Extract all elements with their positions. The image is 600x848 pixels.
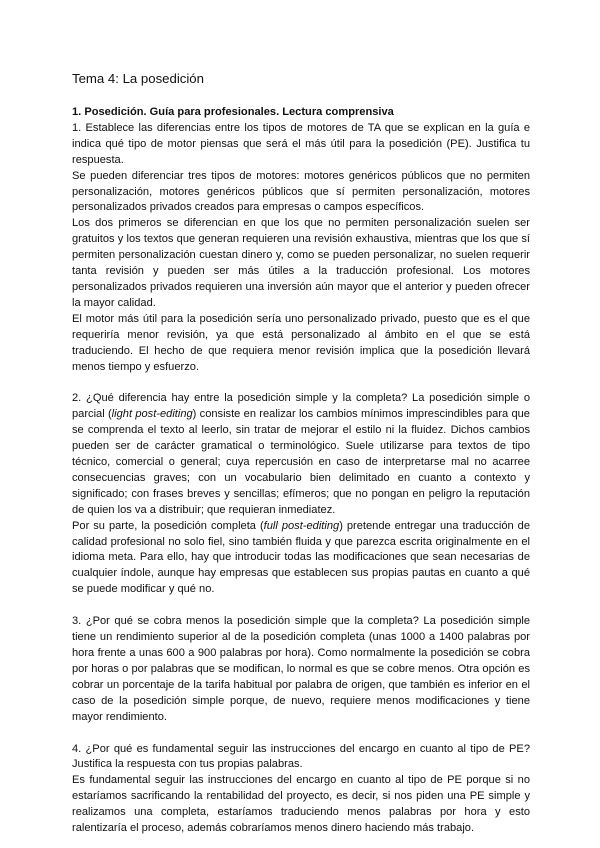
question-2-block bbox=[72, 391, 530, 598]
question-1-text: 1. Establece las diferencias entre los tipos de motores de TA que se explican en la guía e indica qué tipo de motor piensas que será el más útil para la posedición (PE). Justifica tu respuesta. bbox=[72, 121, 530, 166]
term-light-post-editing: light post-editing bbox=[111, 408, 193, 421]
paragraph-gap bbox=[72, 726, 530, 742]
q2-text-a: 2. ¿Qué diferencia hay entre la posedición simple y la completa? La posedición simple o parcial ( bbox=[72, 392, 530, 421]
document-title: Tema 4: La posedición bbox=[72, 71, 204, 86]
question-1-answer-paragraph: El motor más útil para la posedición sería uno personalizado privado, puesto que es el que requeriría menor revisión, ya que está personalizado al ámbito en el que se está traduciendo. El hecho de que requiera menor revisión implica que la posedición llevará menos tiempo y esfuerzo. bbox=[72, 312, 530, 373]
question-4-answer: Es fundamental seguir las instrucciones del encargo en cuanto al tipo de PE porque si no estaríamos sacrificando la rentabilidad del proyecto, es decir, si nos piden una PE simple y realizamos una completa, estaríamos traduciendo menos palabras por hora y esto ralentizaría el proceso, además cobraríamos menos dinero haciendo más trabajo. bbox=[72, 774, 530, 835]
question-3-block bbox=[72, 614, 530, 725]
q2-text-b: ) consiste en realizar los cambios mínimos imprescindibles para que se comprenda el texto al leerlo, sin tratar de mejorar el estilo ni la fluidez. Dichos cambios pueden ser de carácter gramatical o terminológico. Suele utilizarse para textos de tipo técnico, comercial o general; cuya repercusión en caso de interpretarse mal no acarree consecuencias graves; con un vocabulario bien delimitado en cuanto a contexto y significado; con frases breves y sencillas; efímeros; que no pongan en peligro la reputación de quien los va a distribuir; que requieran inmediatez. bbox=[72, 408, 530, 516]
question-3-text: 3. ¿Por qué se cobra menos la posedición simple que la completa? La posedición simple tiene un rendimiento superior al de la posedición completa (unas 1000 a 1400 palabras por hora frente a unas 600 a 900 palabras por hora). Como normalmente la posedición se cobra por horas o por palabras que se modifican, lo normal es que se cobre menos. Otra opción es cobrar un porcentaje de la tarifa habitual por palabra de origen, que también es inferior en el caso de la posedición simple porque, de nuevo, requiere menos modificaciones y tiene mayor rendimiento. bbox=[72, 615, 530, 723]
question-1-block bbox=[72, 121, 530, 376]
question-1-answer-paragraph: Los dos primeros se diferencian en que los que no permiten personalización suelen ser gratuitos y los textos que generan requieren una revisión exhaustiva, mientras que los que sí permiten personalización cuestan dinero y, como se pueden personalizar, no suelen requerir tanta revisión y pueden ser más útiles a la traducción profesional. Los motores personalizados privados requieren una inversión aún mayor que el anterior y pueden ofrecer la mayor calidad. bbox=[72, 217, 530, 309]
question-4-block bbox=[72, 742, 530, 837]
document-page bbox=[72, 70, 530, 837]
question-1-answer-paragraph: Se pueden diferenciar tres tipos de motores: motores genéricos públicos que no permiten personalización, motores genéricos públicos que sí permiten personalización, motores personalizados privados creados para empresas o campos específicos. bbox=[72, 169, 530, 214]
question-2-paragraph-2 bbox=[72, 519, 530, 599]
question-2-paragraph-1 bbox=[72, 391, 530, 518]
paragraph-gap bbox=[72, 598, 530, 614]
q2-text-d: ) pretende entregar una traducción de calidad profesional no solo fiel, sino también fluida y que parezca escrita originalmente en el idioma meta. Para ello, hay que introducir todas las modificaciones que sean necesarias de cualquier índole, aunque hay empresas que establecen sus propias pautas en cuanto a qué se puede modificar y qué no. bbox=[72, 519, 530, 596]
q2-text-c: Por su parte, la posedición completa ( bbox=[72, 519, 264, 532]
question-4-text: 4. ¿Por qué es fundamental seguir las instrucciones del encargo en cuanto al tipo de PE? Justifica la respuesta con tus propias palabras. bbox=[72, 742, 530, 771]
section-heading: 1. Posedición. Guía para profesionales. Lectura comprensiva bbox=[72, 106, 394, 118]
term-full-post-editing: full post-editing bbox=[263, 519, 340, 532]
paragraph-gap bbox=[72, 375, 530, 391]
